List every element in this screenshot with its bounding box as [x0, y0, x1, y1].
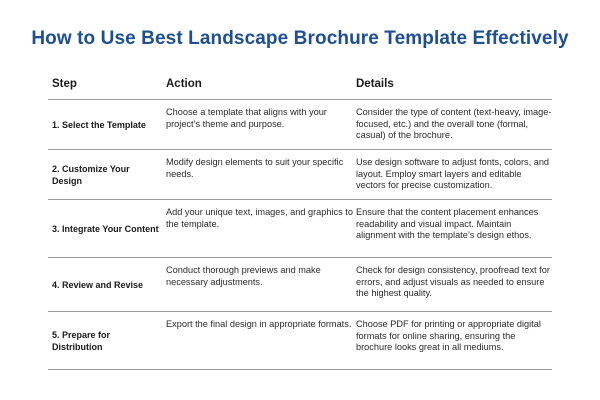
table-row [48, 150, 552, 200]
table-header-row [48, 68, 552, 100]
table-row [48, 100, 552, 150]
header-action: Action [166, 77, 202, 90]
step-cell: 5. Prepare for Distribution [52, 329, 111, 352]
details-cell: Choose PDF for printing or appropriate digital formats for online sharing, ensuring the brochure looks great in all mediums. [356, 319, 541, 353]
page-title: How to Use Best Landscape Brochure Template Effectively [31, 28, 569, 49]
header-step: Step [52, 77, 77, 90]
step-cell: 3. Integrate Your Content [52, 223, 159, 234]
action-cell: Add your unique text, images, and graphics to the template. [166, 207, 353, 229]
step-cell: 1. Select the Template [52, 119, 146, 130]
action-cell: Modify design elements to suit your specific needs. [166, 157, 344, 179]
action-cell: Choose a template that aligns with your project’s theme and purpose. [166, 107, 327, 129]
action-cell: Export the final design in appropriate formats. [166, 319, 352, 329]
details-cell: Use design software to adjust fonts, colors, and layout. Employ smart layers and editable vectors for precise customization. [356, 157, 550, 191]
details-cell: Check for design consistency, proofread text for errors, and adjust visuals as needed to ensure the highest quality. [356, 265, 550, 299]
details-cell: Consider the type of content (text-heavy, image-focused, etc.) and the overall tone (formal, casual) of the brochure. [356, 107, 552, 141]
table-row [48, 258, 552, 312]
table-row [48, 312, 552, 370]
action-cell: Conduct thorough previews and make necessary adjustments. [166, 265, 321, 287]
step-cell: 4. Review and Revise [52, 279, 144, 290]
step-cell: 2. Customize Your Design [52, 163, 130, 186]
header-details: Details [356, 77, 394, 90]
steps-table [48, 68, 552, 370]
details-cell: Ensure that the content placement enhances readability and visual impact. Maintain alignment with the template’s design ethos. [356, 207, 539, 241]
table-row [48, 200, 552, 258]
